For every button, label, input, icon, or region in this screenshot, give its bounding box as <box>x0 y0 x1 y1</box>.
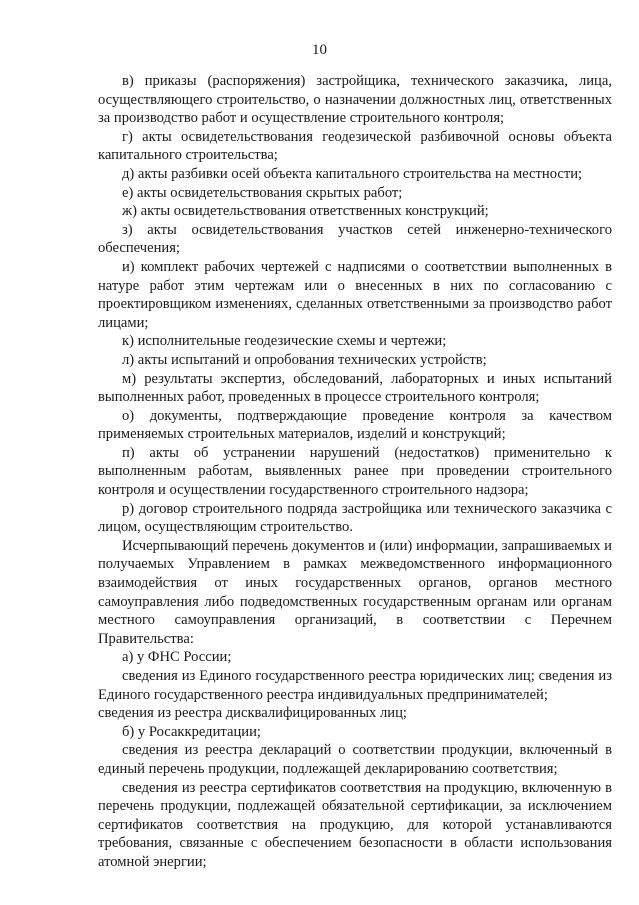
paragraph-certificates: сведения из реестра сертификатов соответствия на продукцию, включенную в перечень продукции, подлежащей обязательной сертификации, за исключением сертификатов соответствия на продукцию, для которой устанавливаются требования, связанные с обеспечением безопасности в области использования атомной энергии; <box>98 779 612 870</box>
paragraph-declarations: сведения из реестра деклараций о соответствии продукции, включенный в единый перечень продукции, подлежащей декларированию соответствия; <box>98 742 612 777</box>
paragraph-p: п) акты об устранении нарушений (недостатков) применительно к выполненным работам, выявленных ранее при проведении строительного контроля и осуществлении государственного строительного надзора; <box>98 444 612 499</box>
paragraph-egrul: сведения из Единого государственного реестра юридических лиц; сведения из Единого государственного реестра индивидуальных предпринимателей; <box>98 668 612 703</box>
page-number: 10 <box>312 42 327 58</box>
paragraph-b-rosaccreditation: б) у Росаккредитации; <box>122 723 261 740</box>
paragraph-e: е) акты освидетельствования скрытых работ; <box>122 184 403 201</box>
paragraph-l: л) акты испытаний и опробования технических устройств; <box>122 351 487 368</box>
paragraph-g: г) акты освидетельствования геодезической разбивочной основы объекта капитального строительства; <box>98 128 612 164</box>
paragraph-m: м) результаты экспертиз, обследований, лабораторных и иных испытаний выполненных работ, проведенных в процессе строительного контроля; <box>98 370 612 406</box>
paragraph-zh: ж) акты освидетельствования ответственных конструкций; <box>122 203 489 220</box>
paragraph-k: к) исполнительные геодезические схемы и чертежи; <box>122 333 447 350</box>
paragraph-i: и) комплект рабочих чертежей с надписями о соответствии выполненных в натуре работ этим чертежам или о внесенных в них по согласованию с проектировщиком изменениях, сделанных ответственными за производство работ лицами; <box>98 258 612 331</box>
paragraph-disqualified: сведения из реестра дисквалифицированных лиц; <box>98 705 407 722</box>
paragraph-r: р) договор строительного подряда застройщика или технического заказчика с лицом, осуществляющим строительство. <box>98 500 612 536</box>
paragraph-exhaustive-list: Исчерпывающий перечень документов и (или) информации, запрашиваемых и получаемых Управлением в рамках межведомственного информационного взаимодействия от иных государственных органов, органов местного самоуправления либо подведомственных государственным органам или органам местного самоуправления организаций, в соответствии с Перечнем Правительства: <box>98 537 612 647</box>
paragraph-o: о) документы, подтверждающие проведение контроля за качеством применяемых строительных материалов, изделий и конструкций; <box>98 407 612 443</box>
document-body <box>98 72 612 872</box>
paragraph-z: з) акты освидетельствования участков сетей инженерно-технического обеспечения; <box>98 221 612 257</box>
paragraph-a-fns: а) у ФНС России; <box>122 649 232 666</box>
paragraph-d: д) акты разбивки осей объекта капитального строительства на местности; <box>122 165 583 182</box>
paragraph-v: в) приказы (распоряжения) застройщика, технического заказчика, лица, осуществляющего строительство, о назначении должностных лиц, ответственных за производство работ и осуществление строительного контроля; <box>98 73 612 127</box>
